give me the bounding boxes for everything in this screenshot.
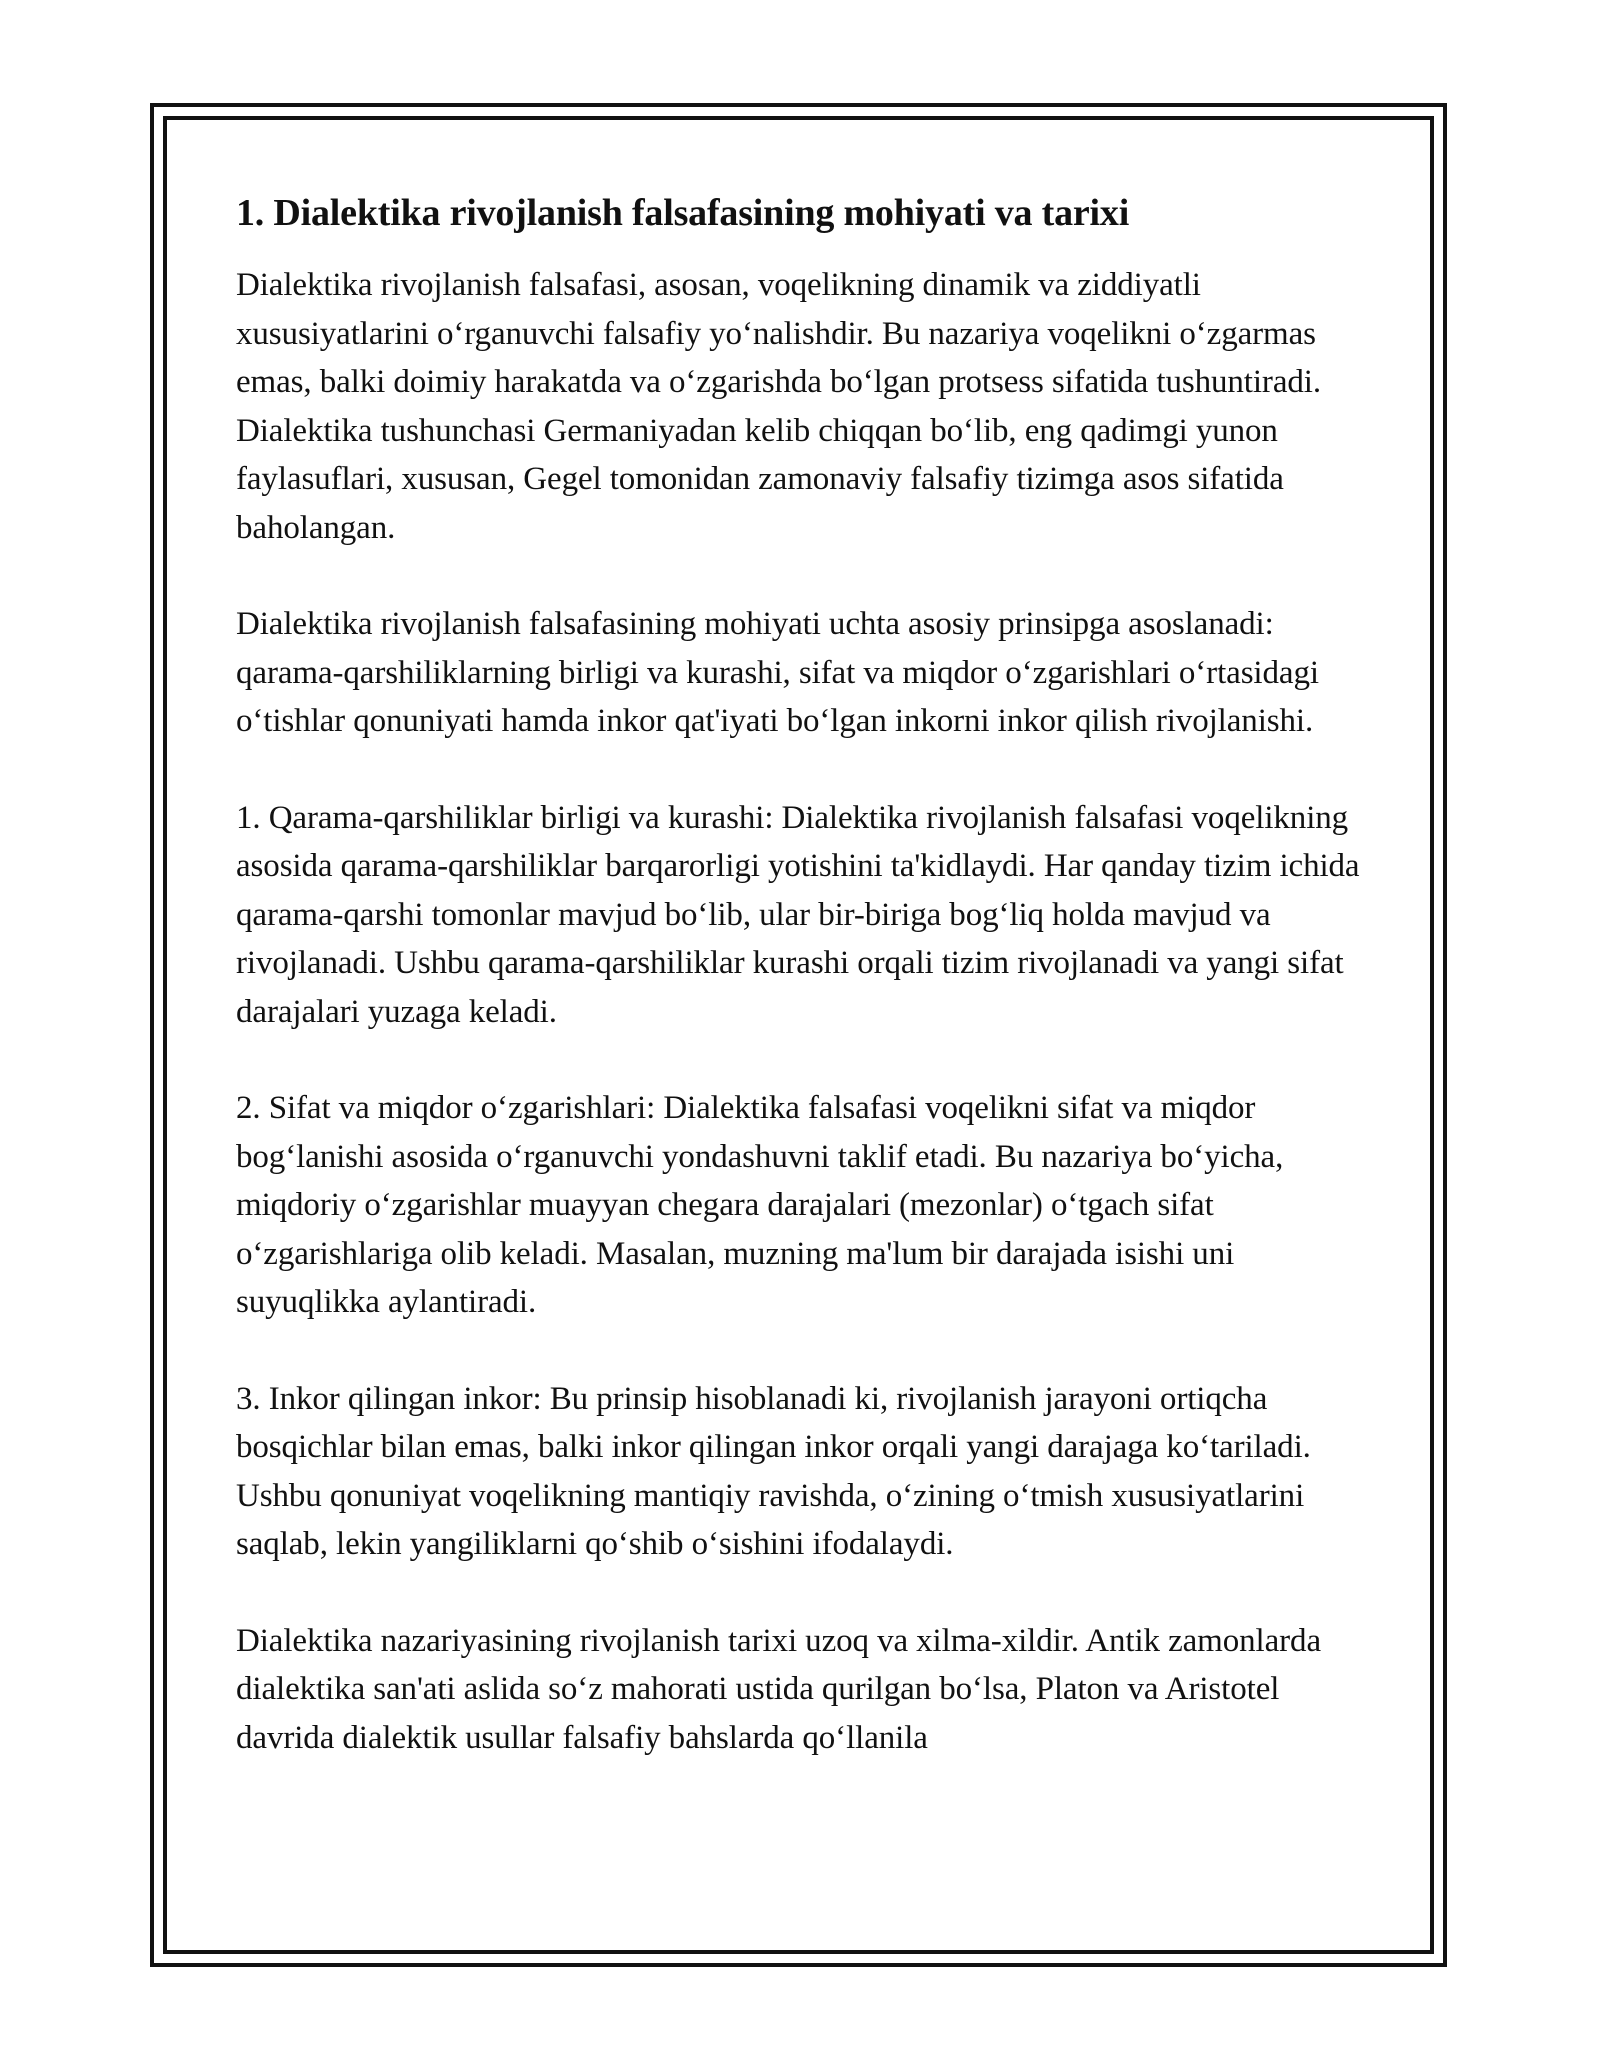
- section-heading: 1. Dialektika rivojlanish falsafasining mohiyati va tarixi: [236, 192, 1130, 234]
- paragraph-history: Dialektika nazariyasining rivojlanish tarixi uzoq va xilma-xildir. Antik zamonlarda dialektika san'ati aslida so‘z mahorati ustida qurilgan bo‘lsa, Platon va Aristotel davrida dialektik usullar falsafiy bahslarda qo‘llanila: [236, 1622, 1321, 1756]
- document-body: [236, 185, 1366, 1810]
- paragraph-principle-3: 3. Inkor qilingan inkor: Bu prinsip hisoblanadi ki, rivojlanish jarayoni ortiqcha bosqichlar bilan emas, balki inkor qilingan inkor orqali yangi darajaga ko‘tariladi. Ushbu qonuniyat voqelikning mantiqiy ravishda, o‘zining o‘tmish xususiyatlarini saqlab, lekin yangiliklarni qo‘shib o‘sishini ifodalaydi.: [236, 1380, 1311, 1562]
- paragraph-principle-2: 2. Sifat va miqdor o‘zgarishlari: Dialektika falsafasi voqelikni sifat va miqdor bog‘lanishi asosida o‘rganuvchi yondashuvni taklif etadi. Bu nazariya bo‘yicha, miqdoriy o‘zgarishlar muayyan chegara darajalari (mezonlar) o‘tgach sifat o‘zgarishlariga olib keladi. Masalan, muzning ma'lum bir darajada isishi uni suyuqlikka aylantiradi.: [236, 1090, 1284, 1320]
- paragraph-intro: Dialektika rivojlanish falsafasi, asosan, voqelikning dinamik va ziddiyatli xususiyatlarini o‘rganuvchi falsafiy yo‘nalishdir. Bu nazariya voqelikni o‘zgarmas emas, balki doimiy harakatda va o‘zgarishda bo‘lgan protsess sifatida tushuntiradi. Dialektika tushunchasi Germaniyadan kelib chiqqan bo‘lib, eng qadimgi yunon faylasuflari, xususan, Gegel tomonidan zamonaviy falsafiy tizimga asos sifatida baholangan.: [236, 267, 1321, 546]
- paragraph-principles: Dialektika rivojlanish falsafasining mohiyati uchta asosiy prinsipga asoslanadi: qarama-qarshiliklarning birligi va kurashi, sifat va miqdor o‘zgarishlari o‘rtasidagi o‘tishlar qonuniyati hamda inkor qat'iyati bo‘lgan inkorni inkor qilish rivojlanishi.: [236, 606, 1319, 739]
- paragraph-principle-1: 1. Qarama-qarshiliklar birligi va kurashi: Dialektika rivojlanish falsafasi voqelikning asosida qarama-qarshiliklar barqarorligi yotishini ta'kidlaydi. Har qanday tizim ichida qarama-qarshi tomonlar mavjud bo‘lib, ular bir-biriga bog‘liq holda mavjud va rivojlanadi. Ushbu qarama-qarshiliklar kurashi orqali tizim rivojlanadi va yangi sifat darajalari yuzaga keladi.: [236, 799, 1360, 1030]
